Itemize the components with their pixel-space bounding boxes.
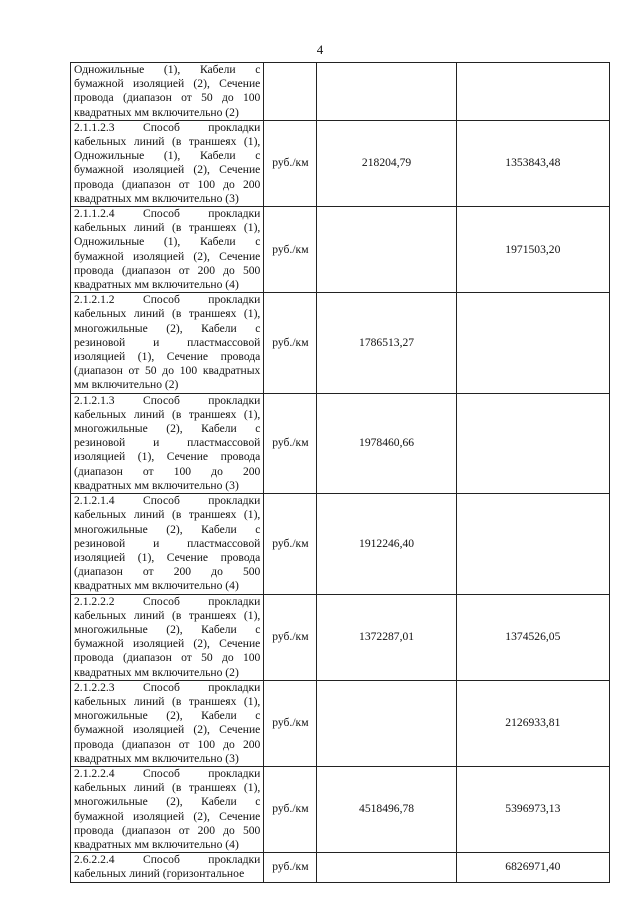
description-line: бумажной изоляцией (2), Сечение — [74, 637, 261, 651]
description-line: 2.1.1.2.4 Способ прокладки — [74, 207, 261, 221]
description-line: 2.1.1.2.3 Способ прокладки — [74, 120, 261, 134]
description-line: бумажной изоляцией (2), Сечение — [74, 809, 261, 823]
work-description-cell — [71, 680, 264, 766]
table-row — [71, 766, 610, 852]
description-line: Одножильные (1), Кабели с — [74, 149, 261, 163]
description-line: многожильные (2), Кабели с — [74, 422, 261, 436]
rate-value-2-cell: 2126933,81 — [456, 680, 609, 766]
rate-value-2-cell — [456, 63, 609, 121]
rate-value-1-cell: 1786513,27 — [317, 293, 456, 393]
unit-cell: руб./км — [264, 393, 317, 493]
work-description-cell — [71, 293, 264, 393]
table-row — [71, 594, 610, 680]
description-line: кабельных линий (в траншеях (1), — [74, 508, 261, 522]
description-line: 2.1.2.1.3 Способ прокладки — [74, 393, 261, 407]
rates-table-body — [71, 63, 610, 883]
work-description-cell — [71, 63, 264, 121]
rate-value-2-cell: 1374526,05 — [456, 594, 609, 680]
description-line: Одножильные (1), Кабели с — [74, 235, 261, 249]
rate-value-2-cell — [456, 293, 609, 393]
description-line: многожильные (2), Кабели с — [74, 622, 261, 636]
description-line: кабельных линий (в траншеях (1), — [74, 307, 261, 321]
rate-value-1-cell — [317, 63, 456, 121]
rate-value-2-cell: 6826971,40 — [456, 853, 609, 882]
description-line: (диапазон от 200 до 500 — [74, 565, 261, 579]
unit-cell: руб./км — [264, 120, 317, 206]
description-line: изоляцией (1), Сечение провода — [74, 350, 261, 364]
description-line: 2.1.2.2.4 Способ прокладки — [74, 766, 261, 780]
rate-value-2-cell: 1971503,20 — [456, 207, 609, 293]
description-line: 2.1.2.1.4 Способ прокладки — [74, 494, 261, 508]
description-line: изоляцией (1), Сечение провода — [74, 450, 261, 464]
table-row — [71, 680, 610, 766]
description-line: кабельных линий (в траншеях (1), — [74, 608, 261, 622]
table-row — [71, 393, 610, 493]
description-line: квадратных мм включительно (4) — [74, 837, 239, 851]
description-line: провода (диапазон от 50 до 100 — [74, 651, 261, 665]
table-row — [71, 853, 610, 882]
description-line: квадратных мм включительно (4) — [74, 278, 239, 292]
table-row — [71, 293, 610, 393]
description-line: 2.1.2.2.2 Способ прокладки — [74, 594, 261, 608]
table-row — [71, 494, 610, 594]
description-line: бумажной изоляцией (2), Сечение — [74, 77, 261, 91]
description-line: резиновой и пластмассовой — [74, 335, 261, 349]
rate-value-2-cell: 5396973,13 — [456, 766, 609, 852]
unit-cell: руб./км — [264, 594, 317, 680]
rate-value-1-cell: 1912246,40 — [317, 494, 456, 594]
description-line: провода (диапазон от 100 до 200 — [74, 177, 261, 191]
description-line: 2.6.2.2.4 Способ прокладки — [74, 853, 261, 867]
description-line: квадратных мм включительно (4) — [74, 579, 239, 593]
description-line: квадратных мм включительно (2) — [74, 105, 239, 119]
work-description-cell — [71, 207, 264, 293]
work-description-cell — [71, 393, 264, 493]
description-line: резиновой и пластмассовой — [74, 436, 261, 450]
rate-value-2-cell: 1353843,48 — [456, 120, 609, 206]
work-description-cell — [71, 120, 264, 206]
description-line: кабельных линий (в траншеях (1), — [74, 135, 261, 149]
description-line: квадратных мм включительно (3) — [74, 191, 239, 205]
description-line: кабельных линий (в траншеях (1), — [74, 407, 261, 421]
description-line: 2.1.2.1.2 Способ прокладки — [74, 293, 261, 307]
work-description-cell — [71, 853, 264, 882]
unit-cell: руб./км — [264, 293, 317, 393]
unit-cell — [264, 63, 317, 121]
description-line: многожильные (2), Кабели с — [74, 709, 261, 723]
work-description-cell — [71, 494, 264, 594]
description-line: (диапазон от 50 до 100 квадратных — [74, 364, 261, 378]
unit-cell: руб./км — [264, 680, 317, 766]
description-line: кабельных линий (горизонтальное — [74, 867, 245, 881]
unit-cell: руб./км — [264, 766, 317, 852]
description-line: многожильные (2), Кабели с — [74, 522, 261, 536]
description-line: бумажной изоляцией (2), Сечение — [74, 723, 261, 737]
unit-cell: руб./км — [264, 853, 317, 882]
rate-value-1-cell — [317, 207, 456, 293]
description-line: многожильные (2), Кабели с — [74, 795, 261, 809]
rates-table — [70, 62, 610, 883]
description-line: резиновой и пластмассовой — [74, 536, 261, 550]
description-line: квадратных мм включительно (3) — [74, 751, 239, 765]
description-line: бумажной изоляцией (2), Сечение — [74, 163, 261, 177]
rate-value-1-cell: 218204,79 — [317, 120, 456, 206]
description-line: кабельных линий (в траншеях (1), — [74, 221, 261, 235]
table-row — [71, 207, 610, 293]
table-row — [71, 63, 610, 121]
rate-value-2-cell — [456, 494, 609, 594]
rate-value-1-cell — [317, 853, 456, 882]
description-line: кабельных линий (в траншеях (1), — [74, 781, 261, 795]
description-line: провода (диапазон от 200 до 500 — [74, 823, 261, 837]
description-line: квадратных мм включительно (3) — [74, 478, 239, 492]
description-line: провода (диапазон от 50 до 100 — [74, 91, 261, 105]
unit-cell: руб./км — [264, 207, 317, 293]
page-number: 4 — [316, 42, 324, 57]
rate-value-1-cell: 4518496,78 — [317, 766, 456, 852]
unit-cell: руб./км — [264, 494, 317, 594]
description-line: (диапазон от 100 до 200 — [74, 464, 261, 478]
description-line: 2.1.2.2.3 Способ прокладки — [74, 680, 261, 694]
rate-value-2-cell — [456, 393, 609, 493]
description-line: кабельных линий (в траншеях (1), — [74, 694, 261, 708]
description-line: провода (диапазон от 200 до 500 — [74, 263, 261, 277]
rate-value-1-cell — [317, 680, 456, 766]
description-line: бумажной изоляцией (2), Сечение — [74, 249, 261, 263]
description-line: провода (диапазон от 100 до 200 — [74, 737, 261, 751]
description-line: изоляцией (1), Сечение провода — [74, 550, 261, 564]
work-description-cell — [71, 594, 264, 680]
rate-value-1-cell: 1372287,01 — [317, 594, 456, 680]
description-line: Одножильные (1), Кабели с — [74, 63, 261, 76]
rate-value-1-cell: 1978460,66 — [317, 393, 456, 493]
table-row — [71, 120, 610, 206]
work-description-cell — [71, 766, 264, 852]
description-line: многожильные (2), Кабели с — [74, 321, 261, 335]
description-line: мм включительно (2) — [74, 378, 179, 392]
description-line: квадратных мм включительно (2) — [74, 665, 239, 679]
